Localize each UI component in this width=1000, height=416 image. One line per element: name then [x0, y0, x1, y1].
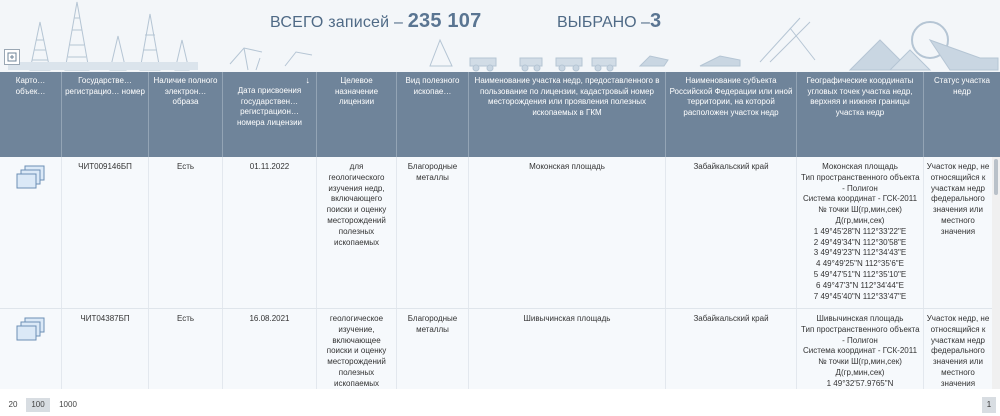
- map-object-cell[interactable]: [0, 157, 62, 308]
- page-number-1[interactable]: 1: [982, 397, 996, 413]
- mineral-cell: Благородные металлы: [397, 309, 469, 389]
- page-size-20[interactable]: 20: [8, 400, 18, 409]
- export-button[interactable]: [4, 49, 20, 65]
- column-header-electronic-image[interactable]: Наличие полного электрон… образа: [149, 72, 223, 157]
- banner: [0, 0, 1000, 72]
- pager: [0, 392, 1000, 416]
- grid-body: [0, 157, 1000, 389]
- column-header-status[interactable]: Статус участка недр: [934, 76, 990, 96]
- column-header-area-name[interactable]: Наименование участка недр, предоставленного в пользование по лицензии, кадастровый номер месторождения или проявления полезных ископаемых в ГКМ: [469, 72, 666, 157]
- grid-header: [0, 72, 1000, 157]
- column-header-reg-number[interactable]: Государстве… регистрацио… номер: [62, 72, 149, 157]
- map-object-cell[interactable]: [0, 309, 62, 389]
- column-header-region[interactable]: Наименование субъекта Российской Федерации или иной территории, на которой расположен участок недр: [666, 72, 797, 157]
- selected-records-label: ВЫБРАНО –: [557, 14, 650, 31]
- purpose-cell: геологическое изучение, включающее поиски и оценку месторождений полезных ископаемых: [317, 309, 397, 389]
- selected-records: [557, 10, 661, 33]
- mineral-cell: Благородные металлы: [397, 157, 469, 308]
- purpose-cell: для геологического изучения недр, включающего поиски и оценку месторождений полезных ископаемых: [317, 157, 397, 308]
- banner-illustration: [0, 0, 1000, 72]
- column-header-date[interactable]: ↓ Дата присвоения государствен… регистрацион… номера лицензии: [223, 72, 317, 157]
- map-layers-icon[interactable]: [16, 165, 46, 191]
- page-size-100[interactable]: 100: [26, 398, 50, 412]
- column-header-map-object[interactable]: Карто… объек…: [0, 72, 62, 157]
- vertical-scrollbar[interactable]: [992, 157, 1000, 389]
- status-cell: Участок недр, не относящийся к участкам недр федерального значения или местного значения: [926, 314, 990, 388]
- total-records-label: ВСЕГО записей –: [270, 14, 404, 31]
- electronic-image-cell: Есть: [149, 157, 223, 308]
- map-layers-icon[interactable]: [16, 317, 46, 343]
- scrollbar-thumb[interactable]: [994, 159, 998, 195]
- date-cell: 01.11.2022: [223, 157, 317, 308]
- reg-number-cell: ЧИТ009146БП: [62, 157, 149, 308]
- total-records: [270, 10, 481, 33]
- total-records-value: 235 107: [407, 10, 482, 32]
- table-row[interactable]: [0, 157, 992, 309]
- column-header-purpose[interactable]: Целевое назначение лицензии: [317, 72, 397, 157]
- sort-down-icon[interactable]: ↓: [305, 75, 310, 85]
- column-header-mineral[interactable]: Вид полезного ископае…: [397, 72, 469, 157]
- date-cell: 16.08.2021: [223, 309, 317, 389]
- region-cell: Забайкальский край: [666, 309, 797, 389]
- page-size-1000[interactable]: 1000: [59, 400, 77, 409]
- status-cell: Участок недр, не относящийся к участкам недр федерального значения или местного значения: [926, 162, 990, 236]
- area-name-cell: Шивычинская площадь: [469, 309, 666, 389]
- region-cell: Забайкальский край: [666, 157, 797, 308]
- electronic-image-cell: Есть: [149, 309, 223, 389]
- column-header-coordinates[interactable]: Географические координаты угловых точек участка недр, верхняя и нижняя границы участка недр: [797, 72, 924, 157]
- reg-number-cell: ЧИТ04387БП: [62, 309, 149, 389]
- coordinates-cell: Шивычинская площадь Тип пространственного объекта - Полигон Система координат - ГСК-2011 № точки Ш(гр,мин,сек) Д(гр,мин,сек) 1 49°32'57.9765"N: [797, 309, 924, 389]
- export-icon: [7, 52, 17, 62]
- coordinates-cell: Моконская площадь Тип пространственного объекта - Полигон Система координат - ГСК-2011 № точки Ш(гр,мин,сек) Д(гр,мин,сек) 1 49°45'28"N 112°33'22"E 2 49°49'34"N 112°30'58"E 3 49°49'23"N 112°34'43"E 4 49°49'25"N 112°35'6"E 5 49°47'51"N 112°35'10"E 6 49°47'3"N 112°34'44"E 7 49°45'40"N 112°33'47"E: [797, 157, 924, 308]
- selected-records-value: 3: [649, 10, 662, 32]
- area-name-cell: Моконская площадь: [469, 157, 666, 308]
- table-row[interactable]: [0, 309, 992, 389]
